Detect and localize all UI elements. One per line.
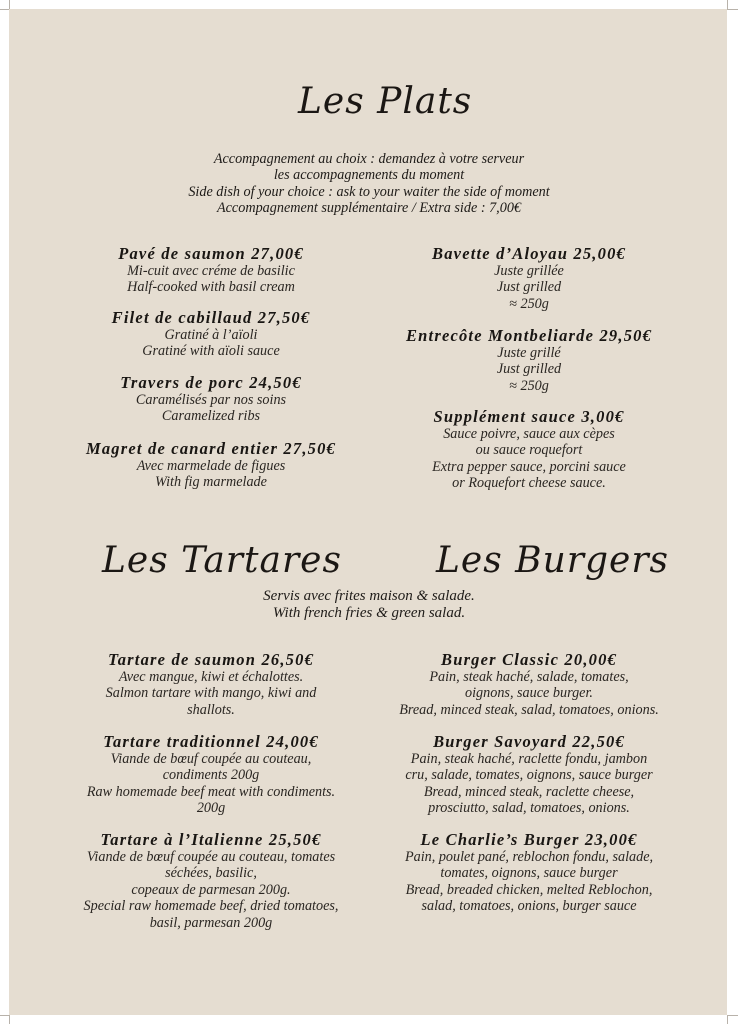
intro-line: Side dish of your choice : ask to your waiter the side of moment: [188, 183, 550, 200]
dish-description: cru, salade, tomates, oignons, sauce burger: [405, 767, 653, 784]
dish-description: Juste grillé: [497, 345, 561, 361]
dish-description: Just grilled: [496, 279, 562, 296]
dish-description: Raw homemade beef meat with condiments.: [86, 783, 336, 800]
dish-description: Bread, breaded chicken, melted Reblochon,: [405, 881, 653, 898]
dish-description: With fig marmelade: [155, 474, 267, 491]
dish-description: tomates, oignons, sauce burger: [440, 865, 618, 882]
plats-right-column: [373, 245, 685, 495]
dish-description: salad, tomatoes, onions, burger sauce: [421, 898, 637, 915]
dish-name: Burger Savoyard 22,50€: [433, 732, 625, 751]
tartares-column: [50, 651, 372, 941]
intro-line: les accompagnements du moment: [273, 167, 465, 184]
dish-description: Viande de bœuf coupée au couteau, tomates: [86, 849, 336, 865]
dish-weight: ≈ 250g: [509, 377, 549, 394]
dish-description: ou sauce roquefort: [475, 442, 583, 459]
side-dish-intro: [0, 151, 738, 217]
menu-item: [373, 651, 685, 718]
section-title-plats: Les Plats: [298, 81, 473, 122]
dish-weight: ≈ 250g: [509, 295, 549, 312]
dish-description: Avec marmelade de figues: [136, 458, 286, 474]
dish-description: Gratiné with aïoli sauce: [142, 343, 280, 360]
dish-description: Avec mangue, kiwi et échalottes.: [118, 669, 304, 685]
menu-item: [373, 733, 685, 817]
dish-description: Caramelized ribs: [161, 408, 261, 425]
dish-description: Juste grillée: [494, 263, 564, 279]
dish-description: Bread, minced steak, salad, tomatoes, onions.: [399, 701, 659, 718]
dish-description: Pain, steak haché, salade, tomates,: [429, 669, 629, 685]
dish-description: Caramélisés par nos soins: [135, 392, 287, 408]
menu-item: [50, 309, 372, 360]
dish-description: shallots.: [187, 701, 235, 718]
dish-description: Viande de bœuf coupée au couteau,: [110, 751, 312, 767]
dish-description: prosciutto, salad, tomatoes, onions.: [428, 800, 630, 817]
intro-line: Accompagnement au choix : demandez à votre serveur: [213, 151, 525, 167]
crop-mark: [0, 1015, 9, 1016]
crop-mark: [9, 0, 10, 9]
dish-description: Bread, minced steak, raclette cheese,: [423, 783, 635, 800]
dish-name: Tartare traditionnel 24,00€: [103, 732, 319, 751]
dish-description: condiments 200g: [162, 767, 260, 784]
dish-description: basil, parmesan 200g: [149, 914, 273, 931]
crop-mark: [0, 9, 9, 10]
section-title-burgers: Les Burgers: [436, 540, 670, 581]
crop-mark: [9, 1015, 10, 1024]
dish-description: Extra pepper sauce, porcini sauce: [432, 458, 626, 475]
dish-name: Filet de cabillaud 27,50€: [111, 308, 311, 327]
dish-name: Entrecôte Montbeliarde 29,50€: [405, 326, 653, 345]
served-with-note: [0, 588, 738, 622]
dish-description: Mi-cuit avec créme de basilic: [127, 263, 295, 279]
crop-mark: [727, 1015, 728, 1024]
dish-name: Tartare à l’Italienne 25,50€: [100, 830, 322, 849]
dish-description: copeaux de parmesan 200g.: [131, 881, 291, 898]
served-line: With french fries & green salad.: [272, 605, 466, 621]
dish-description: oignons, sauce burger.: [465, 685, 593, 702]
dish-name: Pavé de saumon 27,00€: [118, 244, 304, 263]
menu-item: [50, 374, 372, 425]
dish-description: Half-cooked with basil cream: [127, 279, 295, 296]
dish-name: Burger Classic 20,00€: [440, 650, 617, 669]
dish-name: Bavette d’Aloyau 25,00€: [432, 244, 626, 263]
dish-description: séchées, basilic,: [165, 865, 257, 882]
dish-name: Travers de porc 24,50€: [120, 373, 302, 392]
dish-description: Salmon tartare with mango, kiwi and: [105, 685, 317, 702]
dish-description: Special raw homemade beef, dried tomatoes,: [83, 898, 339, 915]
dish-name: Magret de canard entier 27,50€: [85, 439, 337, 458]
menu-item: [50, 651, 372, 718]
dish-name: Tartare de saumon 26,50€: [107, 650, 315, 669]
menu-item: [373, 245, 685, 312]
menu-item: [50, 245, 372, 296]
crop-mark: [727, 9, 738, 10]
crop-mark: [727, 0, 728, 9]
plats-left-column: [50, 245, 372, 505]
dish-description: Sauce poivre, sauce aux cèpes: [443, 426, 615, 442]
menu-item: [373, 831, 685, 915]
crop-mark: [727, 1015, 738, 1016]
dish-description: Pain, steak haché, raclette fondu, jambon: [410, 751, 648, 767]
menu-item: [373, 408, 685, 492]
menu-item: [50, 440, 372, 491]
menu-item: [50, 831, 372, 931]
dish-name: Le Charlie’s Burger 23,00€: [420, 830, 638, 849]
menu-item: [373, 327, 685, 394]
intro-line: Accompagnement supplémentaire / Extra side : 7,00€: [216, 200, 522, 217]
dish-description: Pain, poulet pané, reblochon fondu, salade,: [404, 849, 654, 865]
dish-description: Just grilled: [496, 361, 562, 378]
served-line: Servis avec frites maison & salade.: [263, 588, 475, 604]
dish-description: 200g: [196, 800, 226, 817]
dish-description: Gratiné à l’aïoli: [164, 327, 258, 343]
dish-name: Supplément sauce 3,00€: [433, 407, 625, 426]
burgers-column: [373, 651, 685, 931]
dish-description: or Roquefort cheese sauce.: [452, 475, 606, 492]
section-title-tartares: Les Tartares: [102, 540, 342, 581]
menu-item: [50, 733, 372, 817]
